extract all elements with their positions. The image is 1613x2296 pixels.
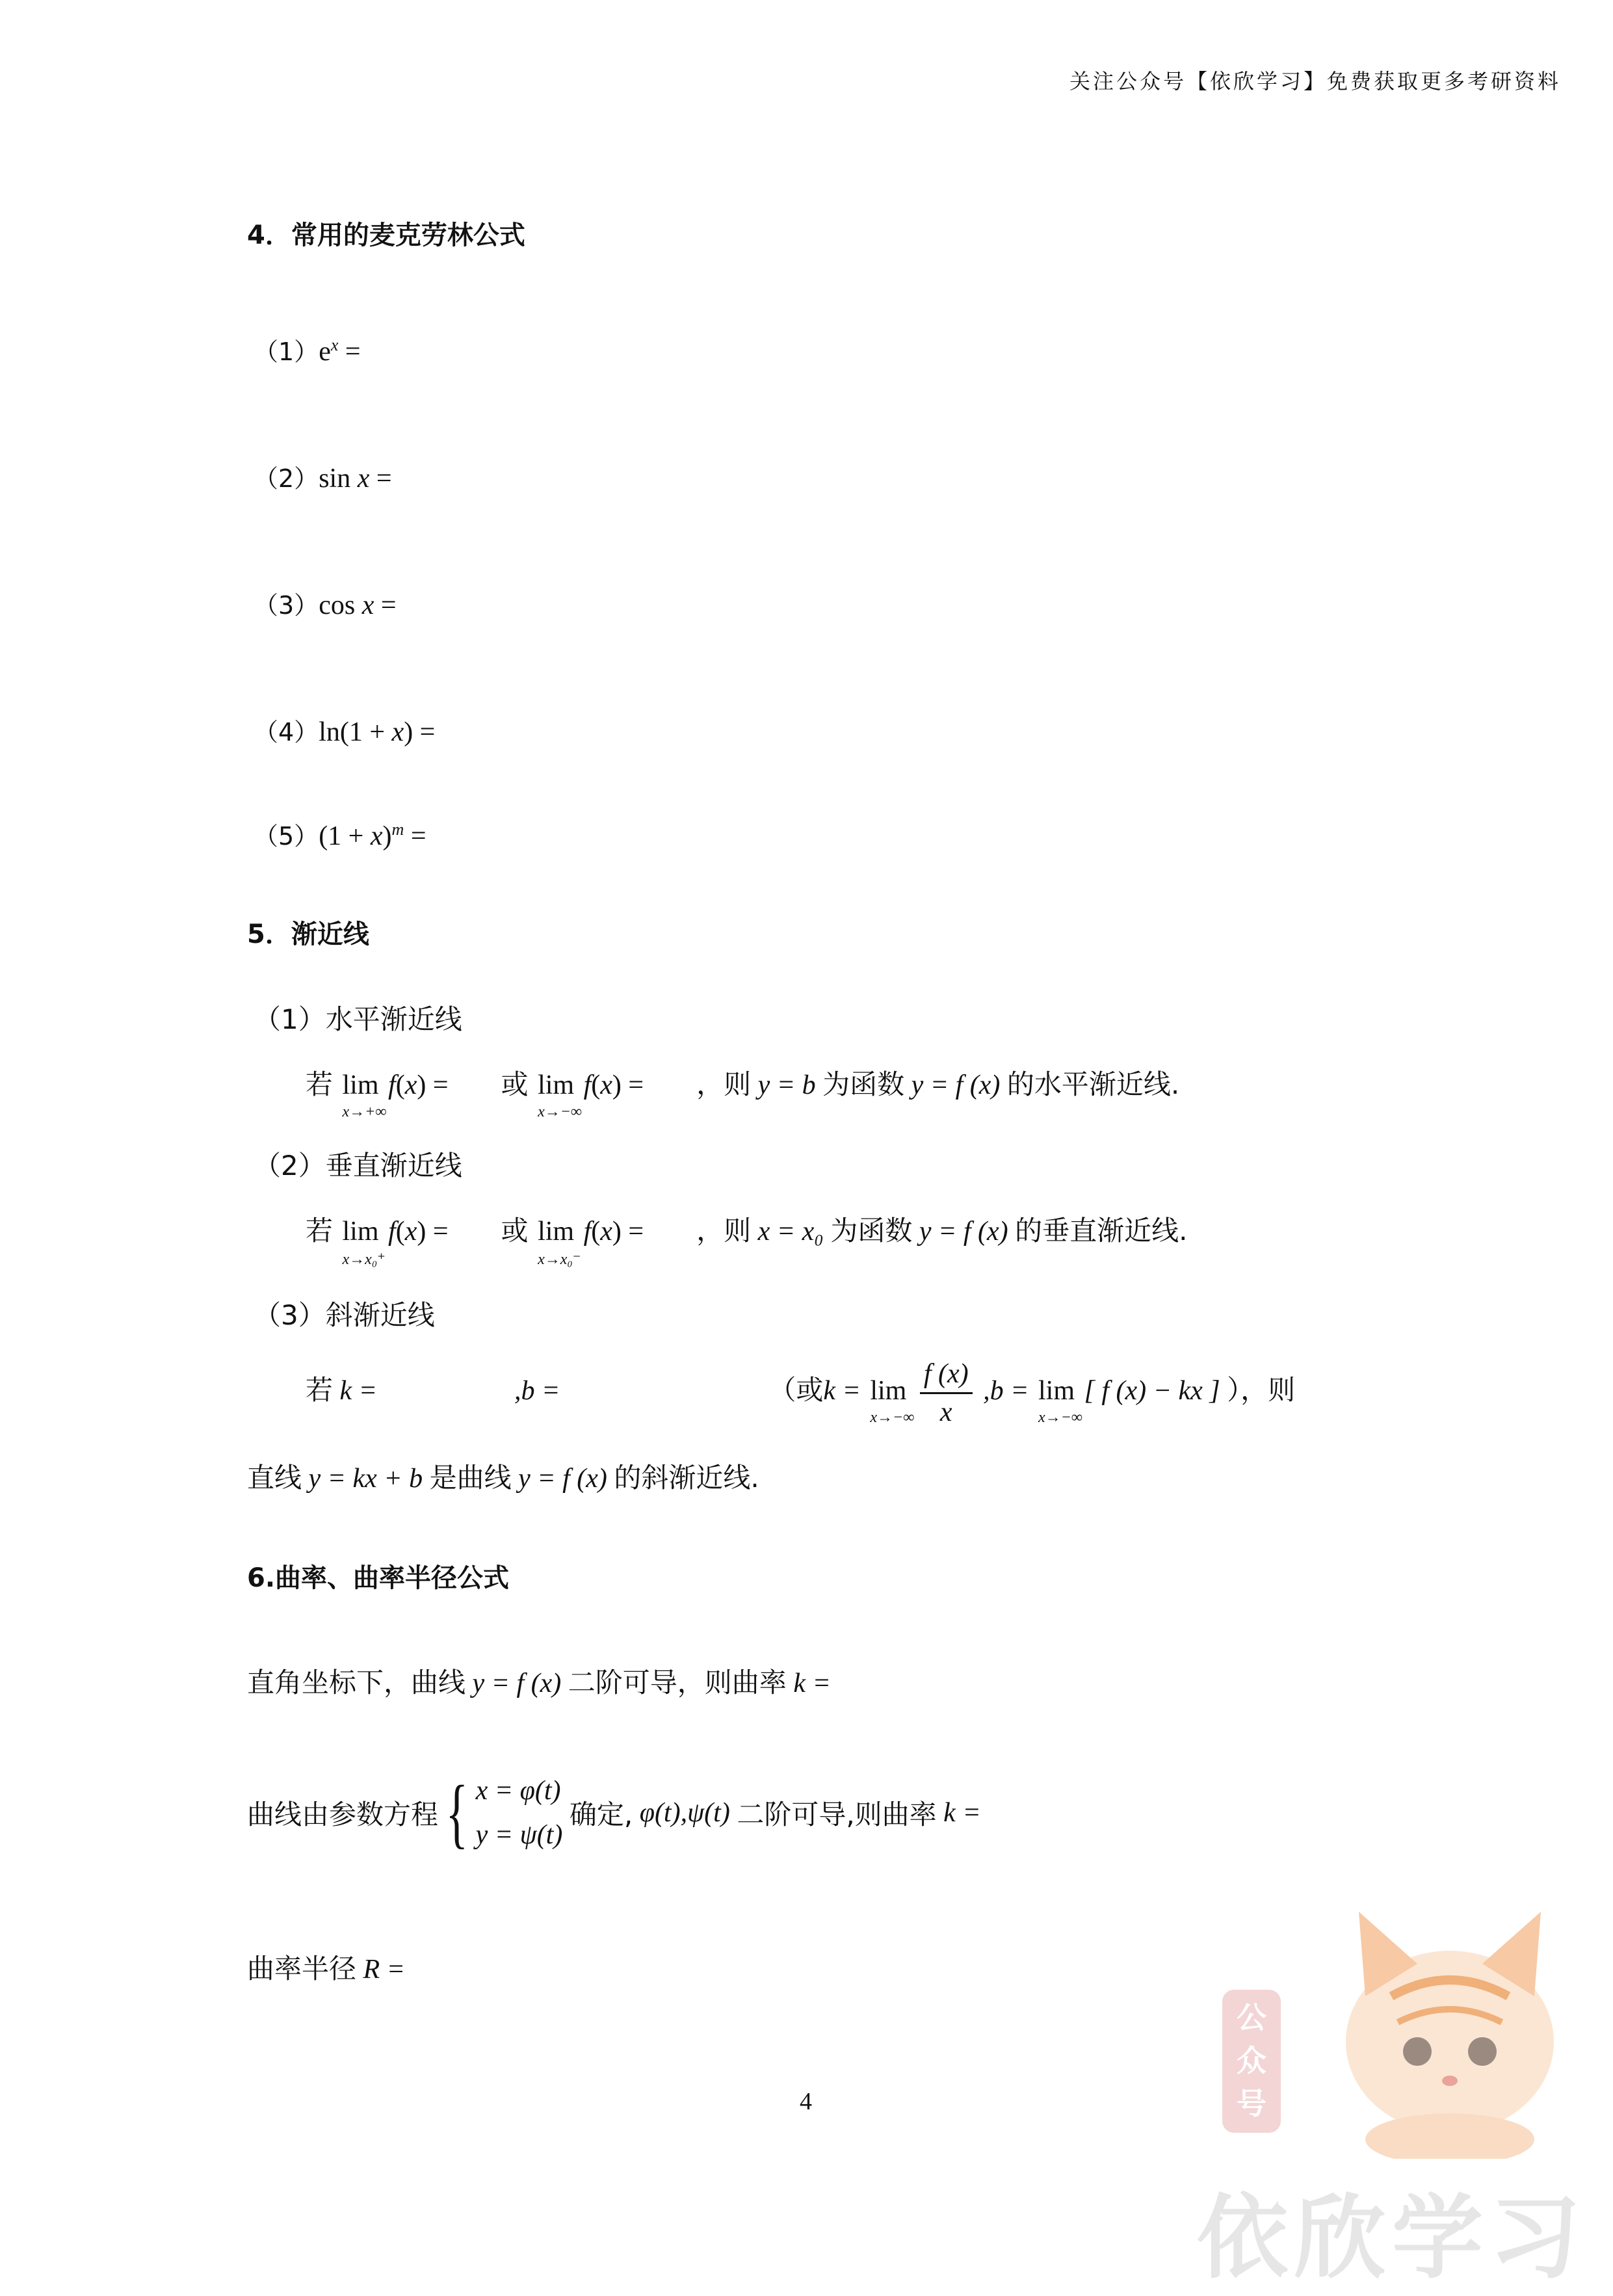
maclaurin-item-2: （2）sin x = [254,464,392,494]
left-brace: { [445,1769,469,1856]
curvature-parametric: 曲线由参数方程{ x = φ(t) y = ψ(t) 确定, φ(t),ψ(t) 二阶可导,则曲率 k = [247,1769,981,1856]
vertical-asymptote-label: （2）垂直渐近线 [254,1150,462,1181]
watermark-text: 依欣学习 [1196,2185,1587,2291]
horizontal-asymptote-formula: 若 lim x→+∞ f(x) = 或 lim x→−∞ f(x) = ，则 y = b 为函数 y = f (x) 的水平渐近线. [306,1068,1180,1120]
curvature-radius: 曲率半径 R = [247,1953,406,1985]
section-4-title: 4．常用的麦克劳林公式 [247,220,525,250]
header-text: 关注公众号【依欣学习】免费获取更多考研资料 [1069,70,1561,93]
maclaurin-item-5: $(5)(1 + x)^m$ = [254,820,426,851]
section-6-title: 6.曲率、曲率半径公式 [247,1563,510,1593]
maclaurin-item-1: $(1)e^x$ = [254,336,361,367]
vertical-asymptote-formula: 若 lim x→x₀⁺ f(x) = 或 lim x→x₀⁻ f(x) = ，则 x = x₀ 为函数 y = f (x) 的垂直渐近线. [306,1215,1188,1268]
slant-asymptote-label: （3）斜渐近线 [254,1299,435,1331]
maclaurin-item-4: （4）ln(1 + x) = [254,717,436,747]
section-5-title: 5．渐近线 [247,919,369,949]
maclaurin-item-3: （3）cos x = [254,590,397,620]
curvature-cartesian: 直角坐标下，曲线 y = f (x) 二阶可导，则曲率 k = [247,1667,831,1698]
cat-illustration-icon [1320,1886,1580,2159]
watermark-stamp: 公众号 [1222,1990,1281,2133]
slant-asymptote-conclusion: 直线 y = kx + b 是曲线 y = f (x) 的斜渐近线. [247,1462,759,1494]
slant-asymptote-formula: 若 k = ,b = （或k = lim x→−∞ $\frac{f (x)}{x}$ ,b = lim x→−∞ [ f (x) − kx ] ），则 [306,1356,1295,1431]
horizontal-asymptote-label: （1）水平渐近线 [254,1003,462,1035]
page-number: 4 [800,2088,812,2115]
